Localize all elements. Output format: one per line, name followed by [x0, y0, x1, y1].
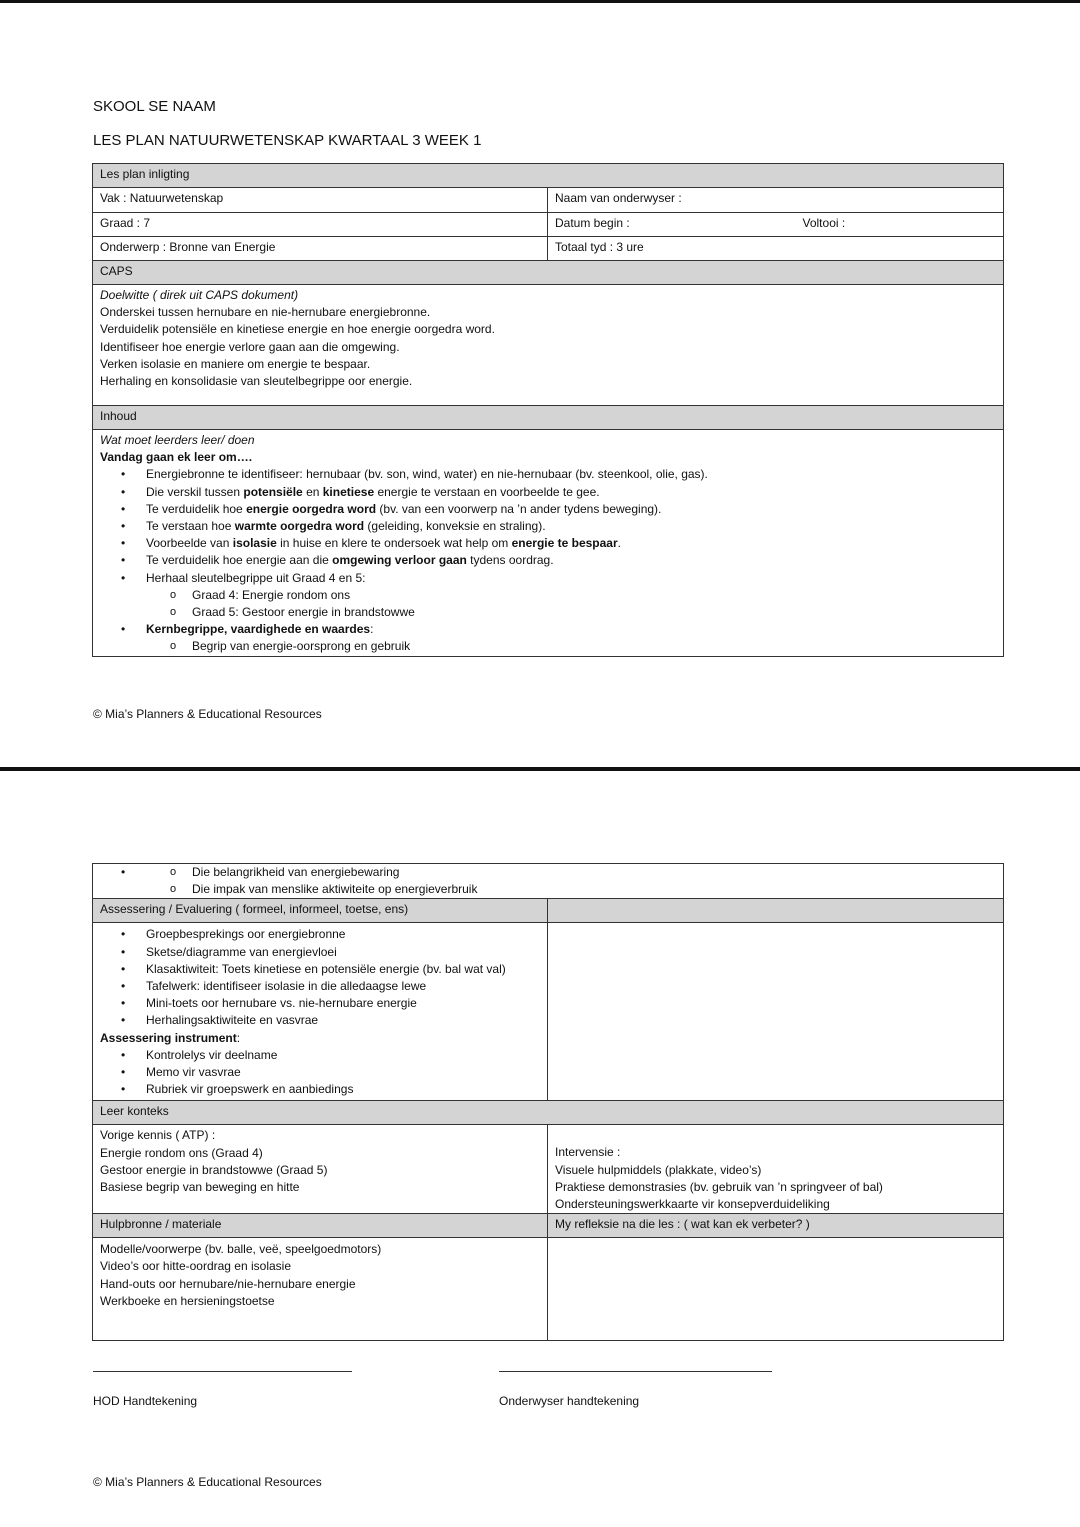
list-item: • Herhalingsaktiwiteite en vasvrae — [146, 1012, 540, 1029]
caps-line: Verduidelik potensiële en kinetiese energie en hoe energie oorgedra word. — [100, 322, 495, 337]
footer-copyright: © Mia’s Planners & Educational Resources — [93, 1475, 322, 1489]
resources-body: Modelle/voorwerpe (bv. balle, veë, speelgoedmotors) Video’s oor hitte-oordrag en isolasie Hand-outs oor hernubare/nie-hernubare energie Werkboeke en hersieningstoetse — [93, 1238, 548, 1341]
top-divider — [0, 0, 1080, 3]
page-divider — [0, 767, 1080, 771]
content-list — [100, 466, 996, 655]
sub-list-item: o Graad 4: Energie rondom ons — [192, 587, 996, 604]
list-item: • Herhaal sleutelbegrippe uit Graad 4 en 5: o Graad 4: Energie rondom ons o Graad 5: Gestoor energie in brandstowwe — [146, 570, 996, 622]
list-item: • Rubriek vir groepswerk en aanbiedings — [146, 1081, 540, 1098]
instrument-list — [100, 1047, 540, 1099]
list-item: • Energiebronne te identifiseer: hernubaar (bv. son, wind, water) en nie-hernubaar (bv. steenkool, olie, gas). — [146, 466, 996, 483]
content-body — [93, 430, 1004, 657]
topic-field: Onderwerp : Bronne van Energie — [93, 237, 548, 261]
assessment-instrument-label: Assessering instrument: — [100, 1030, 241, 1045]
caps-line: Identifiseer hoe energie verlore gaan aan die omgewing. — [100, 339, 400, 354]
sub-list-item: o • Die belangrikheid van energiebewaring — [192, 864, 996, 881]
resources-heading: Hulpbronne / materiale — [93, 1214, 548, 1238]
sub-list-item: o Die impak van menslike aktiwiteite op energieverbruik — [192, 881, 996, 898]
context-heading: Leer konteks — [93, 1101, 1004, 1125]
sub-list — [146, 587, 996, 621]
reflection-body — [548, 1238, 1004, 1341]
total-time-field: Totaal tyd : 3 ure — [548, 237, 1004, 261]
caps-subheading: Doelwitte ( direk uit CAPS dokument) — [100, 288, 299, 302]
subject-field: Vak : Natuurwetenskap — [93, 188, 548, 213]
sub-list — [146, 638, 996, 655]
list-item: • Tafelwerk: identifiseer isolasie in die alledaagse lewe — [146, 978, 540, 995]
list-item: • Te verduidelik hoe energie aan die omgewing verloor gaan tydens oordrag. — [146, 552, 996, 569]
sub-list-item: o Begrip van energie-oorsprong en gebruik — [192, 638, 996, 655]
list-item: • Kontrolelys vir deelname — [146, 1047, 540, 1064]
list-item: • Mini-toets oor hernubare vs. nie-hernubare energie — [146, 995, 540, 1012]
assessment-list — [100, 926, 540, 1029]
list-item: • Sketse/diagramme van energievloei — [146, 944, 540, 961]
list-item: • Kernbegrippe, vaardighede en waardes: o Begrip van energie-oorsprong en gebruik — [146, 621, 996, 655]
caps-heading: CAPS — [93, 261, 1004, 285]
info-heading: Les plan inligting — [93, 164, 1004, 188]
list-item: • Groepbesprekings oor energiebronne — [146, 926, 540, 943]
teacher-signature-line — [499, 1371, 772, 1373]
content-intro: Vandag gaan ek leer om…. — [100, 450, 253, 465]
date-complete-label: Voltooi : — [802, 216, 846, 230]
list-item: • Die verskil tussen potensiële en kinetiese energie te verstaan en voorbeelde te gee. — [146, 484, 996, 501]
list-item: • Memo vir vasvrae — [146, 1064, 540, 1081]
caps-objectives — [93, 285, 1004, 406]
prior-knowledge: Vorige kennis ( ATP) : Energie rondom ons (Graad 4) Gestoor energie in brandstowwe (Graad 5) Basiese begrip van beweging en hitte — [93, 1125, 548, 1214]
content-subheading: Wat moet leerders leer/ doen — [100, 433, 255, 447]
sub-list — [146, 864, 996, 898]
list-item: • Klasaktiwiteit: Toets kinetiese en potensiële energie (bv. bal wat val) — [146, 961, 540, 978]
list-item: • Voorbeelde van isolasie in huise en klere te ondersoek wat help om energie te bespaar. — [146, 535, 996, 552]
caps-line: Herhaling en konsolidasie van sleutelbegrippe oor energie. — [100, 374, 413, 389]
list-item: • Te verduidelik hoe energie oorgedra word (bv. van een voorwerp na ’n ander tydens beweging). — [146, 501, 996, 518]
content-continued — [93, 864, 1004, 899]
date-start-label: Datum begin : — [555, 216, 630, 230]
grade-field: Graad : 7 — [93, 213, 548, 237]
page-title: LES PLAN NATUURWETENSKAP KWARTAAL 3 WEEK 1 — [93, 132, 482, 149]
hod-signature-line — [93, 1371, 352, 1373]
assessment-right-blank — [548, 923, 1004, 1101]
lesson-plan-table-page2 — [92, 863, 1004, 1341]
assessment-body — [93, 923, 548, 1101]
reflection-heading: My refleksie na die les : ( wat kan ek verbeter? ) — [548, 1214, 1004, 1238]
lesson-plan-table-page1 — [92, 163, 1004, 657]
assessment-heading-blank — [548, 899, 1004, 923]
list-item: • Te verstaan hoe warmte oorgedra word (geleiding, konveksie en straling). — [146, 518, 996, 535]
intervention: Intervensie : Visuele hulpmiddels (plakkate, video’s) Praktiese demonstrasies (bv. gebruik van ’n springveer of bal) Ondersteuningswerkkaarte vir konsepverduideliking — [548, 1125, 1004, 1214]
footer-copyright: © Mia’s Planners & Educational Resources — [93, 707, 322, 721]
school-name: SKOOL SE NAAM — [93, 98, 216, 115]
hod-signature-label: HOD Handtekening — [93, 1394, 198, 1408]
caps-line: Verken isolasie en maniere om energie te bespaar. — [100, 356, 371, 371]
teacher-name-field: Naam van onderwyser : — [548, 188, 1004, 213]
caps-line: Onderskei tussen hernubare en nie-hernubare energiebronne. — [100, 305, 431, 320]
teacher-signature-label: Onderwyser handtekening — [499, 1394, 640, 1408]
sub-list-item: o Graad 5: Gestoor energie in brandstowwe — [192, 604, 996, 621]
assessment-heading: Assessering / Evaluering ( formeel, informeel, toetse, ens) — [93, 899, 548, 923]
date-field — [548, 213, 1004, 237]
content-heading: Inhoud — [93, 406, 1004, 430]
